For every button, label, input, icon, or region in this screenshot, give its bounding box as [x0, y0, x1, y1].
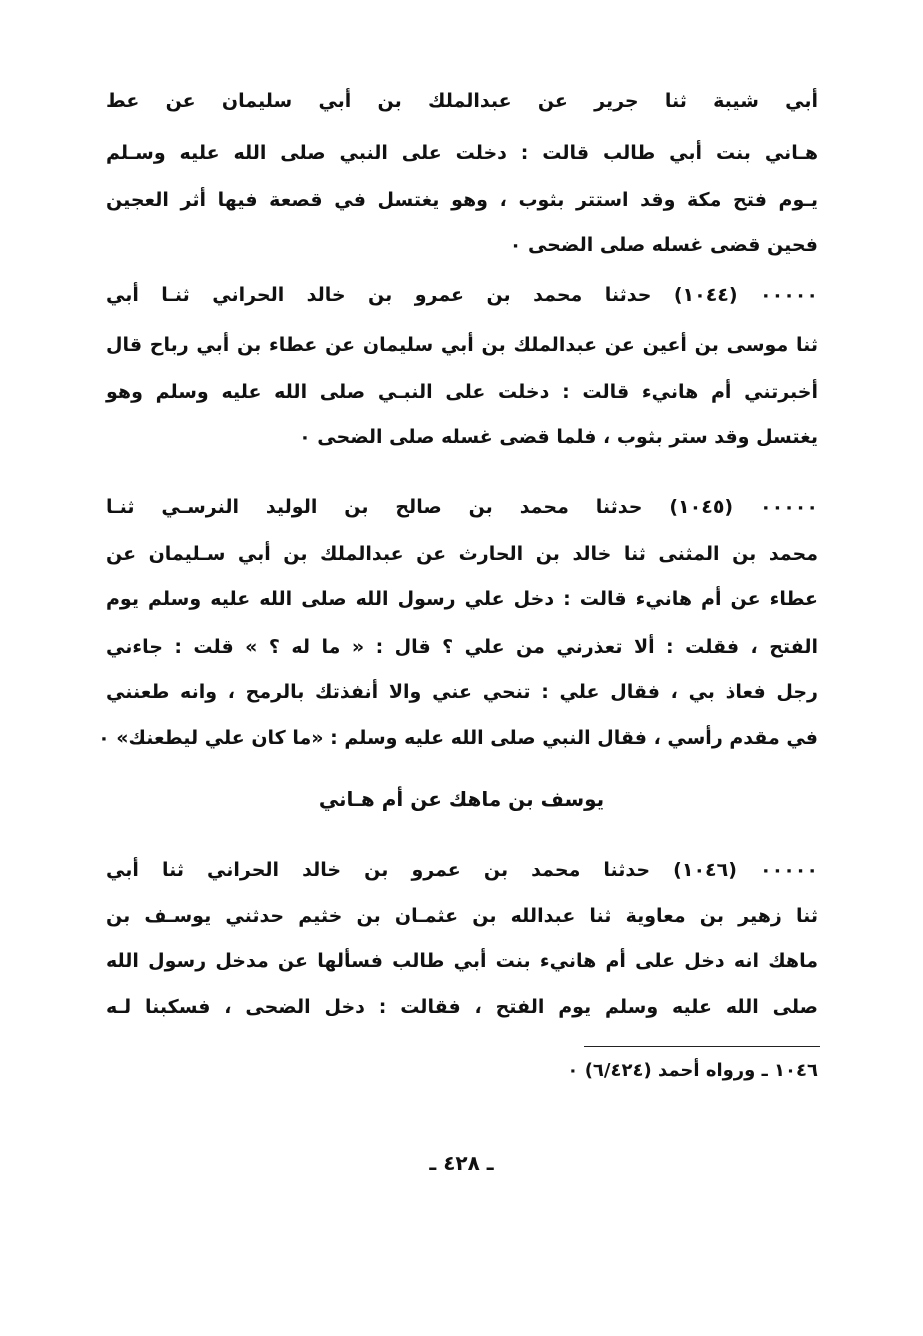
text-line: أخبرتني أم هانيء قالت : دخلت على النبـي صلى الله عليه وسلم وهو	[106, 381, 818, 403]
text-line: الفتح ، فقلت : ألا تعذرني من علي ؟ قال : « ما له ؟ » قلت : جاءني	[106, 636, 818, 658]
text-line: في مقدم رأسي ، فقال النبي صلى الله عليه وسلم : «ما كان علي ليطعنك» ٠	[98, 727, 818, 749]
text-line: محمد بن المثنى ثنا خالد بن الحارث عن عبدالملك بن أبي سـليمان عن	[106, 543, 818, 565]
page-number: ـ ٤٢٨ ـ	[429, 1151, 494, 1175]
footnote: ١٠٤٦ ـ ورواه أحمد (٦/٤٢٤) ٠	[567, 1060, 818, 1081]
text-line: ماهك انه دخل على أم هانيء بنت أبي طالب فسألها عن مدخل رسول الله	[106, 950, 818, 972]
text-line: يـوم فتح مكة وقد استتر بثوب ، وهو يغتسل في قصعة فيها أثر العجين	[106, 189, 818, 211]
text-line: ٠٠٠٠٠ (١٠٤٦) حدثنا محمد بن عمرو بن خالد الحراني ثنا أبي	[106, 859, 818, 881]
section-heading: يوسف بن ماهك عن أم هـاني	[318, 787, 605, 811]
text-line: رجل فعاذ بي ، فقال علي : تنحي عني والا أنفذتك بالرمح ، وانه طعنني	[106, 681, 818, 703]
text-line: فحين قضى غسله صلى الضحى ٠	[509, 234, 818, 256]
text-line: هـاني بنت أبي طالب قالت : دخلت على النبي صلى الله عليه وسـلم	[106, 142, 818, 164]
text-line: ٠٠٠٠٠ (١٠٤٤) حدثنا محمد بن عمرو بن خالد الحراني ثنـا أبي	[106, 284, 818, 306]
text-line: ثنا موسى بن أعين عن عبدالملك بن أبي سليمان عن عطاء بن أبي رباح قال	[106, 334, 818, 356]
text-line: ثنا زهير بن معاوية ثنا عبدالله بن عثمـان بن خثيم حدثني يوسـف بن	[106, 905, 818, 927]
text-line: ٠٠٠٠٠ (١٠٤٥) حدثنا محمد بن صالح بن الوليد النرسـي ثنـا	[106, 496, 818, 518]
text-line: صلى الله عليه وسلم يوم الفتح ، فقالت : دخل الضحى ، فسكبنا لـه	[106, 996, 818, 1018]
text-line: أبي شيبة ثنا جرير عن عبدالملك بن أبي سليمان عن عط	[106, 90, 818, 112]
text-line: يغتسل وقد ستر بثوب ، فلما قضى غسله صلى الضحى ٠	[299, 426, 818, 448]
footnote-divider	[584, 1046, 820, 1047]
text-line: عطاء عن أم هانيء قالت : دخل علي رسول الله صلى الله عليه وسلم يوم	[106, 588, 818, 610]
